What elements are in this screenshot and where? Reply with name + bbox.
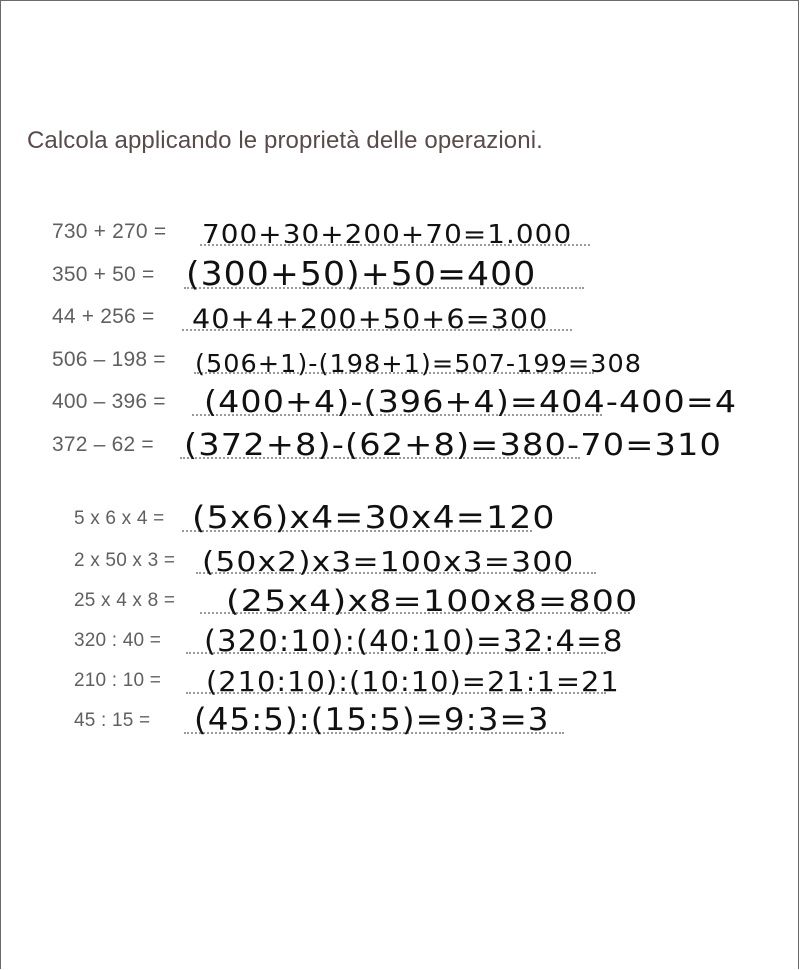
exercise-expression: 25 x 4 x 8 = (74, 590, 176, 611)
exercise-row (52, 297, 792, 337)
exercise-row (52, 255, 792, 295)
instruction-title: Calcola applicando le proprietà delle operazioni. (27, 127, 543, 154)
handwritten-answer: (300+50)+50=400 (186, 254, 537, 293)
handwritten-answer: (25x4)x8=100x8=800 (226, 584, 639, 618)
exercise-row (74, 498, 792, 538)
exercise-row (52, 340, 792, 380)
exercise-row (52, 425, 792, 465)
handwritten-answer: (372+8)-(62+8)=380-70=310 (184, 428, 722, 463)
exercise-row (52, 382, 792, 422)
exercise-expression: 350 + 50 = (52, 263, 155, 286)
exercise-expression: 210 : 10 = (74, 670, 162, 691)
exercise-expression: 730 + 270 = (52, 220, 167, 243)
exercise-expression: 5 x 6 x 4 = (74, 508, 165, 529)
exercise-row (74, 620, 792, 660)
exercise-row (74, 660, 792, 700)
exercise-expression: 2 x 50 x 3 = (74, 550, 176, 571)
handwritten-answer: (320:10):(40:10)=32:4=8 (204, 624, 624, 658)
handwritten-answer: (506+1)-(198+1)=507-199=308 (195, 349, 643, 378)
exercise-expression: 320 : 40 = (74, 630, 162, 651)
exercise-row (74, 700, 792, 740)
exercise-expression: 400 – 396 = (52, 390, 166, 413)
handwritten-answer: (50x2)x3=100x3=300 (202, 545, 575, 578)
exercise-row (74, 540, 792, 580)
exercise-expression: 45 : 15 = (74, 710, 151, 731)
exercise-expression: 44 + 256 = (52, 305, 155, 328)
exercise-row (52, 212, 792, 252)
exercise-expression: 372 – 62 = (52, 433, 154, 456)
handwritten-answer: (400+4)-(396+4)=404-400=4 (204, 385, 738, 420)
handwritten-answer: (45:5):(15:5)=9:3=3 (194, 702, 550, 738)
handwritten-answer: (5x6)x4=30x4=120 (192, 500, 556, 536)
handwritten-answer: (210:10):(10:10)=21:1=21 (206, 665, 620, 698)
exercise-expression: 506 – 198 = (52, 348, 166, 371)
handwritten-answer: 40+4+200+50+6=300 (192, 304, 549, 335)
exercise-row (74, 580, 792, 620)
handwritten-answer: 700+30+200+70=1.000 (202, 220, 573, 250)
